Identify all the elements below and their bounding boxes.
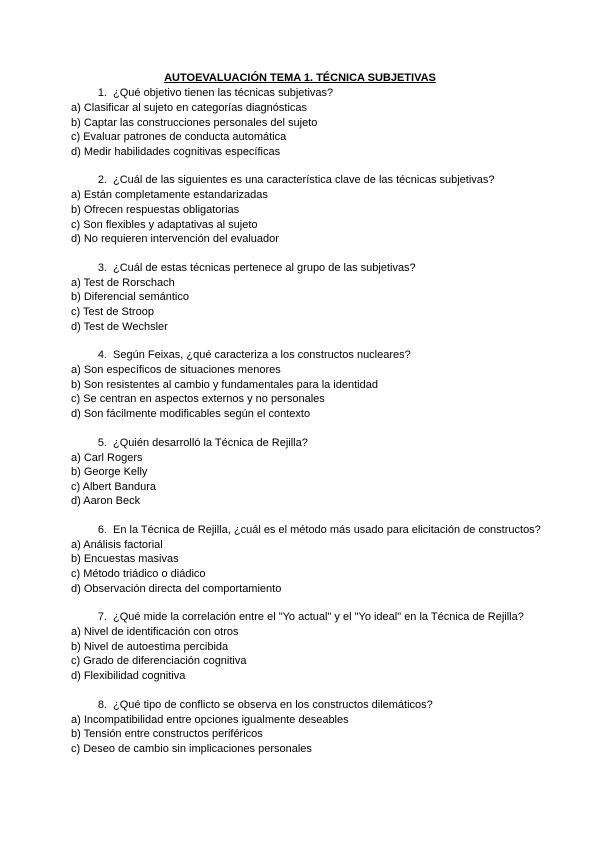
question-row xyxy=(71,436,541,451)
answer-option: a) Clasificar al sujeto en categorías diagnósticas xyxy=(71,102,308,114)
question-number: 6. xyxy=(97,523,107,536)
answer-option: d) Son fácilmente modificables según el contexto xyxy=(71,407,311,420)
answer-option: c) Albert Bandura xyxy=(71,480,156,493)
answer-option: c) Método triádico o diádico xyxy=(71,568,206,581)
question-number: 8. xyxy=(97,698,107,711)
answer-option: c) Son flexibles y adaptativas al sujeto xyxy=(71,218,258,231)
answer-option: c) Se centran en aspectos externos y no personales xyxy=(71,393,325,406)
answer-option: b) Captar las construcciones personales del sujeto xyxy=(71,116,318,129)
answer-option: b) Nivel de autoestima percibida xyxy=(71,640,229,653)
question-text: ¿Cuál de las siguientes es una característica clave de las técnicas subjetivas? xyxy=(113,174,495,187)
question-text: ¿Cuál de estas técnicas pertenece al grupo de las subjetivas? xyxy=(113,261,416,274)
question-6 xyxy=(71,523,541,596)
question-row xyxy=(71,261,541,276)
answer-option: c) Evaluar patrones de conducta automática xyxy=(71,131,287,144)
question-row xyxy=(71,698,541,713)
answer-option: d) No requieren intervención del evaluador xyxy=(71,233,279,246)
answer-option: b) Tensión entre constructos periféricos xyxy=(71,728,263,741)
answer-option: c) Grado de diferenciación cognitiva xyxy=(71,655,247,668)
question-text: En la Técnica de Rejilla, ¿cuál es el método más usado para elicitación de constructos? xyxy=(113,523,541,536)
answer-option: d) Test de Wechsler xyxy=(71,320,168,333)
answer-option: a) Son específicos de situaciones menores xyxy=(71,364,281,377)
answer-option: b) Diferencial semántico xyxy=(71,291,189,304)
question-7 xyxy=(71,610,541,683)
answer-option: b) Ofrecen respuestas obligatorias xyxy=(71,203,240,216)
answer-option: d) Flexibilidad cognitiva xyxy=(71,670,186,683)
answer-option: a) Incompatibilidad entre opciones igualmente deseables xyxy=(71,713,349,726)
question-5 xyxy=(71,436,541,509)
question-number: 4. xyxy=(97,349,107,362)
question-text: ¿Qué objetivo tienen las técnicas subjetivas? xyxy=(113,87,334,99)
question-text: Según Feixas, ¿qué caracteriza a los constructos nucleares? xyxy=(113,349,411,362)
answer-option: b) Encuestas masivas xyxy=(71,553,179,566)
answer-option: d) Aaron Beck xyxy=(71,495,141,508)
question-row xyxy=(71,348,541,363)
answer-option: c) Test de Stroop xyxy=(71,305,154,318)
question-4 xyxy=(71,348,541,421)
answer-option: d) Observación directa del comportamiento xyxy=(71,582,282,595)
answer-option: a) Están completamente estandarizadas xyxy=(71,189,268,202)
question-row xyxy=(71,610,541,625)
answer-option: a) Análisis factorial xyxy=(71,538,163,551)
page-title: AUTOEVALUACIÓN TEMA 1. TÉCNICA SUBJETIVAS xyxy=(164,72,436,84)
answer-option: c) Deseo de cambio sin implicaciones personales xyxy=(71,742,312,755)
question-8 xyxy=(71,698,541,757)
answer-option: b) Son resistentes al cambio y fundamentales para la identidad xyxy=(71,378,378,391)
answer-option: a) Nivel de identificación con otros xyxy=(71,626,239,639)
question-text: ¿Quién desarrolló la Técnica de Rejilla? xyxy=(113,436,308,449)
answer-option: d) Medir habilidades cognitivas específicas xyxy=(71,145,281,158)
question-text: ¿Qué mide la correlación entre el "Yo actual" y el "Yo ideal" en la Técnica de Rejilla? xyxy=(113,611,524,624)
answer-option: b) George Kelly xyxy=(71,466,148,479)
question-1 xyxy=(71,86,541,159)
answer-option: a) Carl Rogers xyxy=(71,451,143,464)
question-2 xyxy=(71,173,541,246)
question-number: 1. xyxy=(97,87,107,99)
question-row xyxy=(71,86,541,101)
question-3 xyxy=(71,261,541,334)
question-list xyxy=(71,86,541,770)
question-number: 3. xyxy=(97,261,107,274)
question-text: ¿Qué tipo de conflicto se observa en los constructos dilemáticos? xyxy=(113,698,433,711)
question-row xyxy=(71,173,541,188)
answer-option: a) Test de Rorschach xyxy=(71,276,175,289)
question-row xyxy=(71,523,541,538)
question-number: 7. xyxy=(97,611,107,624)
question-number: 5. xyxy=(97,436,107,449)
question-number: 2. xyxy=(97,174,107,187)
